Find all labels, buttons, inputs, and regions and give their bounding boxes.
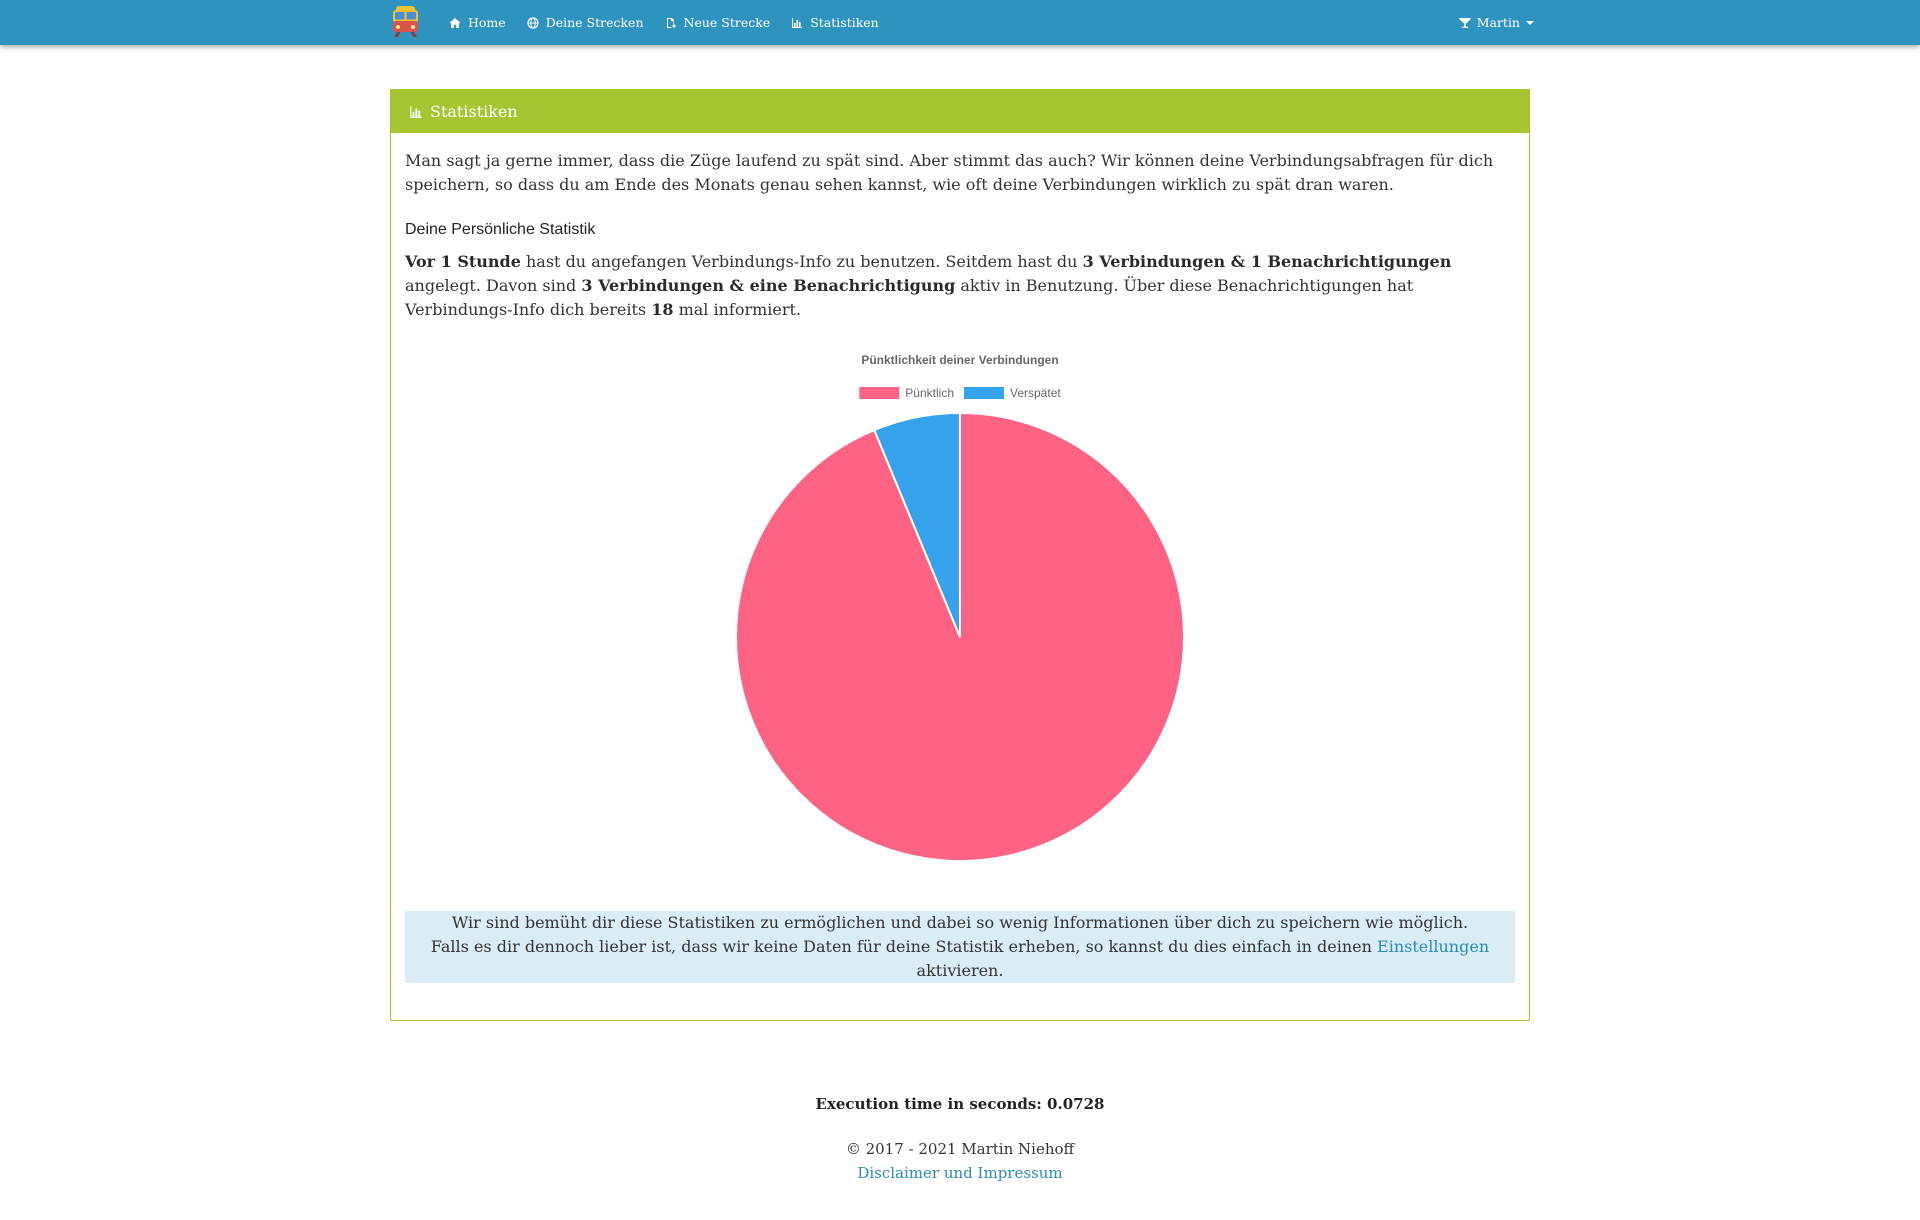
nav-item-label: Home [468,15,506,30]
stats-active-count: 3 Verbindungen & eine Benachrichtigung [581,276,956,295]
stats-text: aktiv in Benutzung. Über diese Benachrichtigungen hat Verbindungs-Info dich bereits [405,276,1414,319]
personal-stats-heading: Deine Persönliche Statistik [405,221,596,238]
legend-swatch-verspaetet[interactable] [964,387,1004,399]
stats-text: hast du angefangen Verbindungs-Info zu benutzen. Seitdem hast du [520,252,1083,271]
user-name: Martin [1476,15,1520,30]
nav-item-label: Deine Strecken [545,15,644,30]
stats-notification-count: 18 [651,300,674,319]
stats-text: angelegt. Davon sind [405,276,582,295]
intro-text: Man sagt ja gerne immer, dass die Züge laufend zu spät sind. Aber stimmt das auch? Wir können deine Verbindungsabfragen für dich speichern, so dass du am Ende des Monats genau sehen kannst, wie oft deine Verbindungen wirklich zu spät dran waren. [405,151,1494,194]
nav-item-label: Statistiken [810,15,879,30]
nav-item-label: Neue Strecke [683,15,771,30]
panel-body [391,133,1529,1020]
legend-swatch-puenktlich[interactable] [859,387,899,399]
globe-icon [527,17,539,29]
panel-heading [391,90,1529,133]
privacy-notice-line1: Wir sind bemüht dir diese Statistiken zu ermöglichen und dabei so wenig Informationen über dich zu speichern wie möglich. [451,913,1469,932]
bar-chart-icon [791,17,803,29]
glass-icon [1459,17,1471,29]
chart-title: Pünktlichkeit deiner Verbindungen [861,353,1059,367]
nav-item-neue-strecke[interactable] [665,15,771,30]
footer [390,1092,1530,1185]
nav-item-statistiken[interactable] [791,15,879,30]
chart-legend [859,386,1061,400]
disclaimer-link[interactable]: Disclaimer und Impressum [857,1164,1063,1182]
panel-title: Statistiken [430,102,518,121]
home-icon [449,17,461,29]
statistics-panel [390,89,1530,1021]
nav-item-deine-strecken[interactable] [527,15,644,30]
footer-links [390,1161,1530,1185]
train-logo-icon[interactable] [392,6,419,37]
copyright: © 2017 - 2021 Martin Niehoff [845,1140,1075,1158]
privacy-notice-suffix: aktivieren. [916,961,1004,980]
nav-item-home[interactable] [449,15,506,30]
main-nav [449,0,879,45]
punctuality-pie-chart [405,332,1515,892]
privacy-notice-line2: Falls es dir dennoch lieber ist, dass wir keine Daten für deine Statistik erheben, so kannst du dies einfach in deinen [430,937,1378,956]
chart-slices [736,413,1184,861]
bar-chart-icon [409,105,423,119]
top-navbar [0,0,1920,45]
privacy-notice [405,911,1515,983]
legend-label-puenktlich[interactable]: Pünktlich [905,386,954,400]
stats-created-count: 3 Verbindungen & 1 Benachrichtigungen [1082,252,1452,271]
stats-text: mal informiert. [673,300,802,319]
settings-link[interactable]: Einstellungen [1377,937,1490,956]
caret-down-icon [1526,21,1534,25]
legend-label-verspaetet[interactable]: Verspätet [1010,386,1061,400]
personal-stats-text [405,250,1515,322]
execution-time: Execution time in seconds: 0.0728 [815,1095,1105,1113]
stats-since: Vor 1 Stunde [405,252,521,271]
user-menu-dropdown[interactable] [1459,0,1534,45]
new-document-icon [665,17,677,29]
